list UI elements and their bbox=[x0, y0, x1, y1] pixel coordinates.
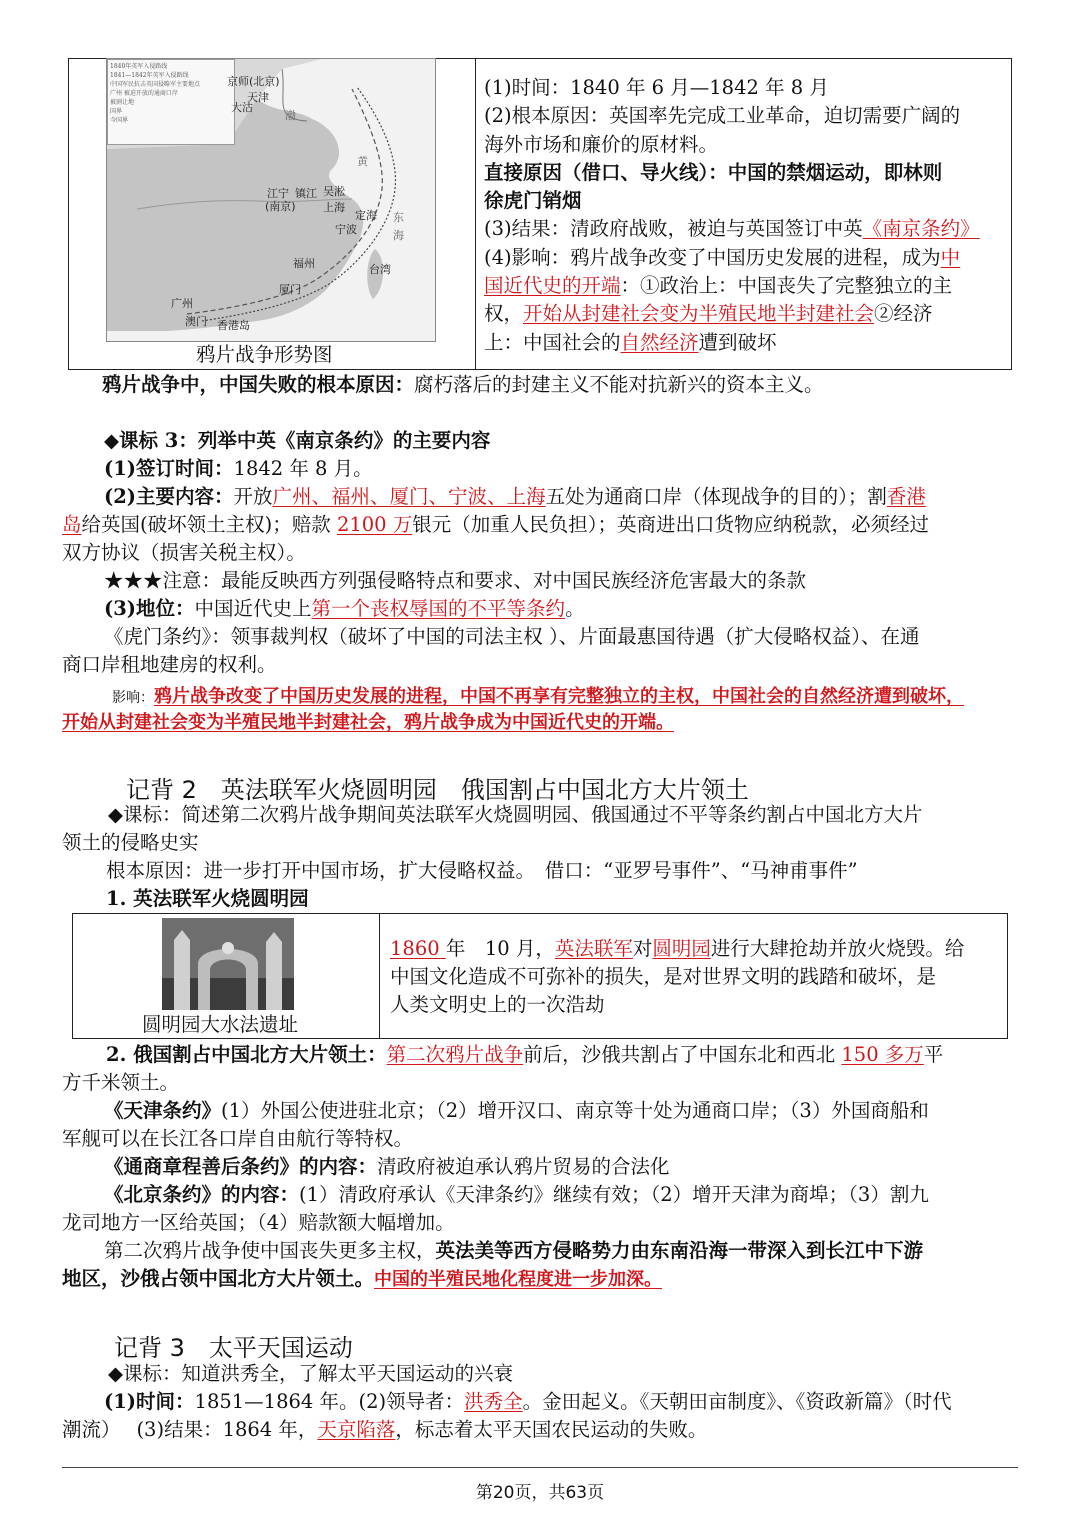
text: 。 bbox=[565, 597, 585, 620]
legend-entry: 国界 bbox=[110, 108, 123, 115]
opium-war-info bbox=[484, 74, 1006, 357]
yuanmingyuan-line-3: 人类文明史上的一次浩劫 bbox=[390, 993, 605, 1016]
map-label-nanjing: (南京) bbox=[265, 200, 296, 213]
map-label-zhenjiang: 镇江 bbox=[295, 187, 317, 200]
taiping-line-1 bbox=[104, 1388, 1064, 1416]
highlight: 第一个丧权辱国的不平等条约 bbox=[311, 597, 566, 620]
text: 潮流） (3)结果：1864 年， bbox=[62, 1418, 318, 1441]
text: 上：中国社会的 bbox=[484, 330, 621, 354]
map-legend bbox=[107, 59, 235, 145]
page-number: 第20页，共63页 bbox=[475, 1483, 605, 1503]
info-impact-3 bbox=[484, 300, 1006, 328]
second-war-summary-2 bbox=[62, 1265, 1022, 1294]
text: 影响： bbox=[112, 690, 154, 706]
text: 平 bbox=[923, 1043, 944, 1066]
kebiao-3: ◆课标 3：列举中英《南京条约》的主要内容 bbox=[104, 429, 491, 452]
kebiao-2-cont: 领土的侵略史实 bbox=[62, 831, 199, 854]
text: 腐朽落后的封建主义不能对抗新兴的资本主义。 bbox=[414, 373, 824, 396]
section-heading-3: 记背 3 太平天国运动 bbox=[114, 1334, 353, 1362]
text: 五处为通商口岸（体现战争的目的）；割 bbox=[545, 485, 887, 508]
highlight: 开始从封建社会变为半殖民地半封建社会 bbox=[523, 302, 875, 326]
info-result bbox=[484, 215, 1006, 243]
text: 中国近代史上 bbox=[194, 597, 312, 620]
subheading-1: 1. 英法联军火烧圆明园 bbox=[106, 887, 309, 910]
highlight: 岛 bbox=[62, 513, 82, 536]
map-label-shanghai: 上海 bbox=[323, 201, 345, 214]
highlight: 中 bbox=[940, 245, 961, 269]
map-label-taiwan: 台湾 bbox=[369, 263, 391, 276]
beijing-treaty bbox=[104, 1181, 1064, 1209]
highlight: 英法联军 bbox=[554, 937, 633, 960]
subheading-2-cont: 方千米领土。 bbox=[62, 1071, 180, 1094]
subheading-2 bbox=[106, 1041, 1066, 1069]
text: 对 bbox=[632, 937, 653, 960]
map-label-ningbo: 宁波 bbox=[335, 223, 357, 236]
text: 开放 bbox=[233, 485, 273, 508]
map-label-east-sea: 东 bbox=[393, 211, 404, 224]
tianjin-treaty-2: 军舰可以在长江各口岸自由航行等特权。 bbox=[62, 1127, 414, 1150]
info-time: (1)时间：1840 年 6 月—1842 年 8 月 bbox=[484, 76, 829, 99]
highlight: 国近代史的开端 bbox=[484, 274, 621, 298]
text: 地区，沙俄占领中国北方大片领土。 bbox=[62, 1267, 375, 1290]
text: (3)地位： bbox=[104, 597, 195, 620]
legend-entry: 中国军民抗击英国侵略军主要地点 bbox=[110, 81, 201, 88]
highlight: 圆明园 bbox=[652, 937, 711, 960]
legend-entry: 今国界 bbox=[110, 117, 129, 124]
map-caption: 鸦片战争形势图 bbox=[196, 343, 333, 366]
highlight: 2100 万 bbox=[336, 513, 413, 536]
text: 1851—1864 年。(2)领导者： bbox=[194, 1390, 465, 1413]
highlight: 1860 bbox=[390, 937, 446, 960]
ruins-drawing bbox=[162, 918, 294, 1010]
highlight: 广州、福州、厦门、宁波、上海 bbox=[272, 485, 546, 508]
text: (1)签订时间： bbox=[104, 457, 234, 480]
opium-war-map bbox=[106, 58, 436, 342]
text: 《通商章程善后条约》的内容： bbox=[104, 1155, 378, 1178]
text: 2. 俄国割占中国北方大片领土： bbox=[106, 1043, 387, 1066]
info-impact-2 bbox=[484, 272, 1006, 300]
map-label-xiamen: 厦门 bbox=[279, 283, 301, 296]
text: 。金田起义。《天朝田亩制度》、《资政新篇》（时代 bbox=[522, 1390, 952, 1413]
photo-caption: 圆明园大水法遗址 bbox=[142, 1013, 299, 1036]
map-label-yellow-sea: 黄 bbox=[357, 155, 368, 168]
taiping-line-2 bbox=[62, 1416, 1022, 1444]
trade-treaty bbox=[104, 1153, 1064, 1181]
info-impact bbox=[484, 244, 1006, 272]
map-label-bohai: 渤 bbox=[285, 109, 296, 122]
text: 年 10 月， bbox=[445, 937, 555, 960]
humen-treaty: 《虎门条约》：领事裁判权（破坏了中国的司法主权 ）、片面最惠国待遇（扩大侵略权益）、在通 bbox=[104, 625, 920, 648]
text: (1）外国公使进驻北京；（2）增开汉口、南京等十处为通商口岸；（3）外国商船和 bbox=[221, 1099, 929, 1122]
highlight: 中国的半殖民地化程度进一步加深。 bbox=[374, 1269, 663, 1290]
highlight: 鸦片战争改变了中国历史发展的进程，中国不再享有完整独立的主权，中国社会的自然经济遭到破坏， bbox=[154, 686, 964, 707]
text: 前后，沙俄共割占了中国东北和西北 bbox=[523, 1043, 842, 1066]
legend-entry: 1840年英军入侵路线 bbox=[110, 63, 168, 70]
map-label-guangzhou: 广州 bbox=[171, 297, 193, 310]
text: 鸦片战争中，中国失败的根本原因： bbox=[102, 373, 415, 396]
section-heading-2: 记背 2 英法联军火烧圆明园 俄国割占中国北方大片领土 bbox=[126, 776, 749, 804]
text: 遭到破坏 bbox=[698, 330, 777, 354]
map-label-beijing: 京师(北京) bbox=[227, 75, 280, 88]
beijing-treaty-2: 龙司地方一区给英国；（4）赔款额大幅增加。 bbox=[62, 1211, 455, 1234]
map-label-zhoushan: 定海 bbox=[355, 209, 377, 222]
highlight: 香港 bbox=[886, 485, 926, 508]
highlight: 《南京条约》 bbox=[862, 217, 980, 241]
text: 第二次鸦片战争使中国丧失更多主权， bbox=[104, 1239, 436, 1262]
map-label-tianjin: 天津 bbox=[247, 91, 269, 104]
info-impact-4 bbox=[484, 329, 1006, 357]
map-label-wusong: 吴淞 bbox=[323, 185, 345, 198]
note-line: ★★★注意：最能反映西方列强侵略特点和要求、对中国民族经济危害最大的条款 bbox=[104, 569, 807, 592]
impact-line-2 bbox=[62, 708, 1022, 737]
cause-line: 根本原因：进一步打开中国市场，扩大侵略权益。 借口：“亚罗号事件”、“马神甫事件” bbox=[106, 859, 858, 882]
map-label-jiangning: 江宁 bbox=[267, 187, 289, 200]
text: ②经济 bbox=[874, 302, 933, 326]
info-root-cause: (2)根本原因：英国率先完成工业革命，迫切需要广阔的 bbox=[484, 104, 961, 128]
text: 给英国(破坏领土主权)；赔款 bbox=[81, 513, 337, 536]
text: (1)时间： bbox=[104, 1390, 195, 1413]
text: ，标志着太平天国农民运动的失败。 bbox=[395, 1418, 708, 1441]
kebiao-2: ◆课标：简述第二次鸦片战争期间英法联军火烧圆明园、俄国通过不平等条约割占中国北方大片 bbox=[108, 803, 923, 826]
highlight: 150 多万 bbox=[841, 1043, 924, 1066]
text: (4)影响：鸦片战争改变了中国历史发展的进程，成为 bbox=[484, 245, 941, 269]
main-content bbox=[104, 483, 1064, 511]
text: (1）清政府承认《天津条约》继续有效；（2）增开天津为商埠；（3）割九 bbox=[299, 1183, 929, 1206]
map-label-sea: 海 bbox=[393, 229, 404, 242]
legend-entry: 1841—1842年英军入侵路线 bbox=[110, 72, 189, 79]
text: 进行大肆抢劫并放火烧毁。给 bbox=[710, 937, 965, 960]
main-content-2 bbox=[62, 511, 1022, 539]
kebiao-taiping: ◆课标：知道洪秀全，了解太平天国运动的兴衰 bbox=[108, 1362, 513, 1385]
tianjin-treaty bbox=[104, 1097, 1064, 1125]
second-war-summary bbox=[104, 1237, 1064, 1265]
highlight: 自然经济 bbox=[620, 330, 699, 354]
text: 《北京条约》的内容： bbox=[104, 1183, 300, 1206]
text: ：①政治上：中国丧失了完整独立的主 bbox=[620, 274, 953, 298]
info-direct-cause: 直接原因（借口、导火线）：中国的禁烟运动，即林则 bbox=[484, 160, 943, 184]
highlight: 开始从封建社会变为半殖民地半封建社会，鸦片战争成为中国近代史的开端。 bbox=[62, 712, 674, 733]
map-label-dagu: 大沽 bbox=[231, 101, 253, 114]
map-label-aomen: 澳门 bbox=[185, 315, 207, 328]
yuanmingyuan-line-1 bbox=[390, 935, 1002, 963]
yuanmingyuan-line-2: 中国文化造成不可弥补的损失，是对世界文明的践踏和破坏，是 bbox=[390, 965, 937, 988]
footer-divider bbox=[62, 1467, 1018, 1468]
sign-time bbox=[104, 455, 1064, 483]
text: 《天津条约》 bbox=[104, 1099, 222, 1122]
text: 英法美等西方侵略势力由东南沿海一带深入到长江中下游 bbox=[435, 1239, 924, 1262]
legend-entry: 被割让地 bbox=[110, 99, 135, 106]
text: 权， bbox=[484, 302, 524, 326]
info-direct-cause-cont: 徐虎门销烟 bbox=[484, 189, 582, 213]
yuanmingyuan-photo bbox=[162, 918, 294, 1010]
status-line bbox=[104, 595, 1064, 623]
humen-treaty-2: 商口岸租地建房的权利。 bbox=[62, 653, 277, 676]
map-label-hongkong: 香港岛 bbox=[217, 319, 250, 332]
map-label-fuzhou: 福州 bbox=[293, 257, 315, 270]
highlight: 天京陷落 bbox=[317, 1418, 396, 1441]
highlight: 第二次鸦片战争 bbox=[386, 1043, 524, 1066]
root-cause-line bbox=[102, 371, 1062, 399]
text: (2)主要内容： bbox=[104, 485, 234, 508]
yuanmingyuan-info bbox=[390, 935, 1002, 1019]
text: 银元（加重人民负担）；英商进出口货物应纳税款，必须经过 bbox=[412, 513, 930, 536]
legend-entry: 广州 被迫开放的通商口岸 bbox=[110, 90, 178, 97]
text: 清政府被迫承认鸦片贸易的合法化 bbox=[377, 1155, 670, 1178]
info-root-cause-cont: 海外市场和廉价的原材料。 bbox=[484, 132, 719, 156]
text: 1842 年 8 月。 bbox=[233, 457, 373, 480]
text: (3)结果：清政府战败，被迫与英国签订中英 bbox=[484, 217, 863, 241]
main-content-3: 双方协议（损害关税主权）。 bbox=[62, 541, 306, 564]
highlight: 洪秀全 bbox=[464, 1390, 523, 1413]
